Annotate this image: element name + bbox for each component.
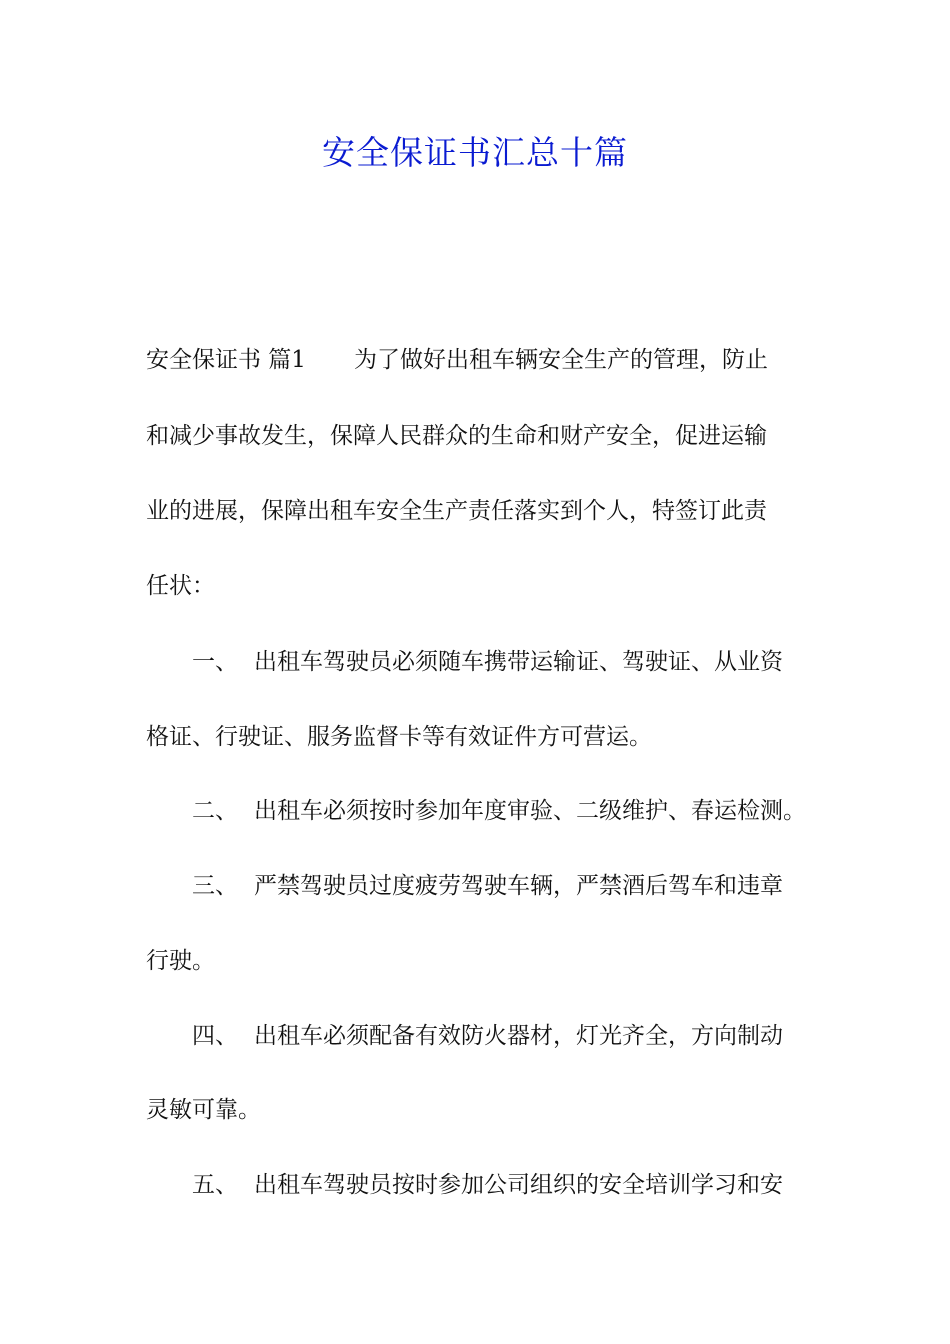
list-item-text: 出租车必须配备有效防火器材，灯光齐全，方向制动 [254,1023,783,1049]
list-item [192,791,872,831]
list-item [192,1016,872,1056]
list-marker: 二、 [192,798,238,824]
list-item-text: 出租车必须按时参加年度审验、二级维护、春运检测。 [254,798,806,824]
section-label: 安全保证书 篇1 [146,347,306,373]
list-item-continuation: 格证、行驶证、服务监督卡等有效证件方可营运。 [146,724,652,750]
paragraph-line: 业的进展，保障出租车安全生产责任落实到个人，特签订此责 [146,498,767,524]
list-item [192,642,872,682]
list-marker: 四、 [192,1023,238,1049]
intro-text: 为了做好出租车辆安全生产的管理，防止 [353,347,768,373]
paragraph-line [146,340,826,380]
list-item-continuation: 灵敏可靠。 [146,1097,261,1123]
document-title: 安全保证书汇总十篇 [322,133,628,172]
list-marker: 三、 [192,873,238,899]
list-marker: 一、 [192,649,238,675]
list-marker: 五、 [192,1172,238,1198]
paragraph-line: 和减少事故发生，保障人民群众的生命和财产安全，促进运输 [146,423,767,449]
paragraph-line: 任状： [146,573,215,599]
list-item-text: 严禁驾驶员过度疲劳驾驶车辆，严禁酒后驾车和违章 [254,873,783,899]
list-item-text: 出租车驾驶员必须随车携带运输证、驾驶证、从业资 [254,649,783,675]
list-item-text: 出租车驾驶员按时参加公司组织的安全培训学习和安 [254,1172,783,1198]
list-item [192,1165,872,1205]
list-item [192,866,872,906]
list-item-continuation: 行驶。 [146,948,215,974]
